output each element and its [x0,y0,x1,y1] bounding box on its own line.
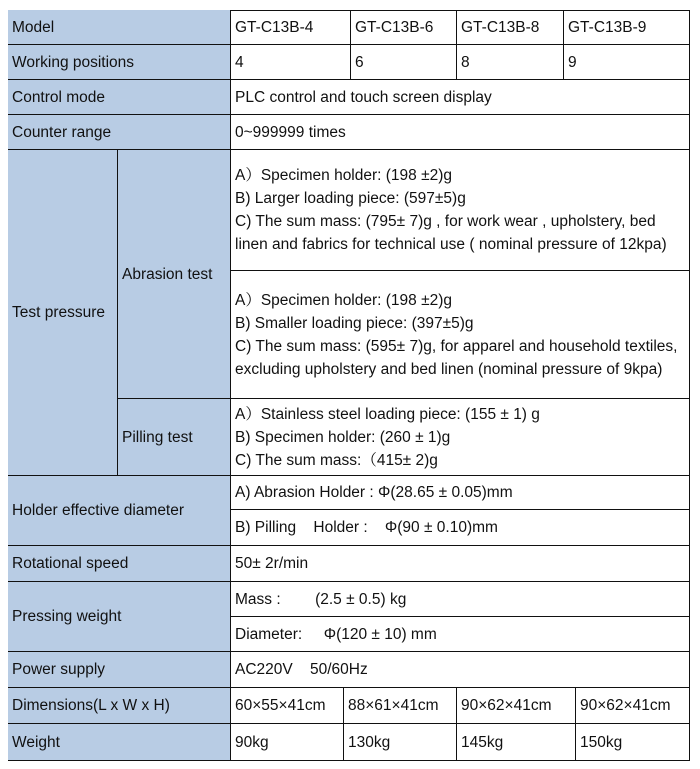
label-pilling-test: Pilling test [118,399,231,476]
positions-cell-2: 6 [351,45,457,80]
counter-range-value: 0~999999 times [231,115,690,150]
weight-cell-1: 90kg [231,724,344,761]
positions-cell-3: 8 [457,45,564,80]
label-counter-range: Counter range [8,115,231,150]
label-pressing-weight: Pressing weight [8,582,231,652]
label-weight: Weight [8,724,231,761]
control-mode-value: PLC control and touch screen display [231,80,690,115]
dimensions-cell-4: 90×62×41cm [576,688,690,724]
positions-cell-4: 9 [564,45,690,80]
model-cell-4: GT-C13B-9 [564,10,690,45]
label-abrasion-test: Abrasion test [118,150,231,399]
pressing-mass-value: Mass : (2.5 ± 0.5) kg [231,582,690,617]
pilling-spec [231,399,690,476]
abrasion-spec-9kpa-line-2: B) Smaller loading piece: (397±5)g [235,314,474,332]
weight-cell-3: 145kg [457,724,576,761]
pilling-spec-line-1: A）Stainless steel loading piece: (155 ± 1) g [235,405,540,423]
abrasion-spec-9kpa-line-3: C) The sum mass: (595± 7)g, for apparel and household textiles, excluding upholstery and bed linen (nominal pressure of 9kpa) [235,337,678,378]
label-rotational-speed: Rotational speed [8,546,231,582]
pilling-spec-line-3: C) The sum mass:（415± 2)g [235,451,438,469]
abrasion-spec-12kpa [231,150,690,271]
weight-cell-4: 150kg [576,724,690,761]
label-holder-diameter: Holder effective diameter [8,476,231,546]
pilling-spec-line-2: B) Specimen holder: (260 ± 1)g [235,428,451,446]
dimensions-cell-3: 90×62×41cm [457,688,576,724]
model-cell-3: GT-C13B-8 [457,10,564,45]
label-model: Model [8,10,231,45]
label-working-positions: Working positions [8,45,231,80]
label-power-supply: Power supply [8,652,231,688]
weight-cell-2: 130kg [344,724,457,761]
holder-abrasion-value: A) Abrasion Holder : Φ(28.65 ± 0.05)mm [231,476,690,510]
pressing-diameter-value: Diameter: Φ(120 ± 10) mm [231,617,690,652]
dimensions-cell-1: 60×55×41cm [231,688,344,724]
abrasion-spec-12kpa-line-2: B) Larger loading piece: (597±5)g [235,190,466,207]
model-cell-2: GT-C13B-6 [351,10,457,45]
rotational-speed-value: 50± 2r/min [231,546,690,582]
positions-cell-1: 4 [231,45,351,80]
abrasion-spec-12kpa-line-1: A）Specimen holder: (198 ±2)g [235,167,453,184]
abrasion-spec-9kpa [231,271,690,399]
abrasion-spec-9kpa-line-1: A）Specimen holder: (198 ±2)g [235,291,453,309]
abrasion-spec-12kpa-line-3: C) The sum mass: (795± 7)g , for work wear , upholstery, bed linen and fabrics for technical use ( nominal pressure of 12kpa) [235,213,667,253]
model-cell-1: GT-C13B-4 [231,10,351,45]
label-dimensions: Dimensions(L x W x H) [8,688,231,724]
holder-pilling-value: B) Pilling Holder : Φ(90 ± 0.10)mm [231,510,690,546]
dimensions-cell-2: 88×61×41cm [344,688,457,724]
label-test-pressure: Test pressure [8,150,118,476]
power-supply-value: AC220V 50/60Hz [231,652,690,688]
label-control-mode: Control mode [8,80,231,115]
